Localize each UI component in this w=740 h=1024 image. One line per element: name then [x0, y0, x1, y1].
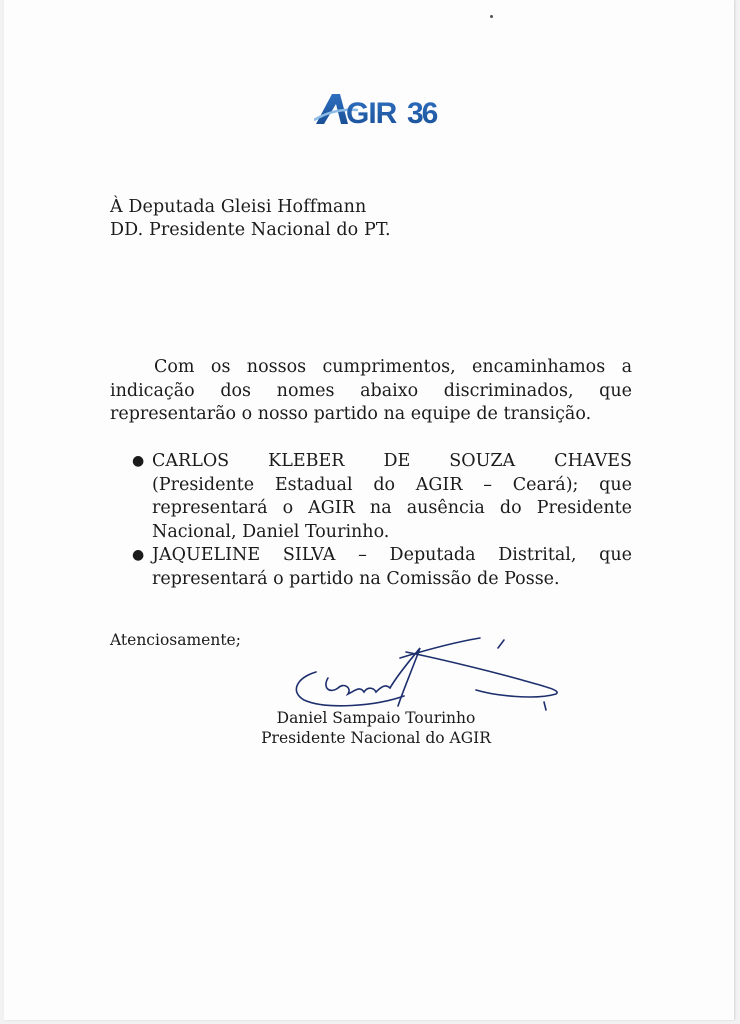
signer-title: Presidente Nacional do AGIR	[261, 729, 491, 747]
letter-page	[4, 0, 734, 1020]
svg-text:GIR: GIR	[346, 97, 397, 130]
svg-text:36: 36	[407, 97, 437, 130]
nominee-description: representará o partido na Comissão de Posse.	[152, 568, 560, 589]
bullet-icon: ●	[132, 453, 145, 469]
nominee-name: CARLOS KLEBER DE SOUZA CHAVES	[152, 451, 632, 471]
paper-speck	[490, 15, 493, 18]
nominee-list	[132, 450, 632, 591]
list-item	[132, 544, 632, 591]
closing-salutation: Atenciosamente;	[110, 631, 241, 649]
list-item	[132, 450, 632, 544]
bullet-icon: ●	[132, 547, 145, 563]
signer-block	[240, 708, 512, 748]
nominee-description: (Presidente Estadual do AGIR – Ceará); que representará o AGIR na ausência do Presidente Nacional, Daniel Tourinho.	[152, 474, 632, 542]
signer-name: Daniel Sampaio Tourinho	[276, 709, 476, 727]
body-paragraph: Com os nossos cumprimentos, encaminhamos a indicação dos nomes abaixo discriminados, que representarão o nosso partido na equipe de transição.	[110, 357, 632, 424]
agir-logo	[314, 88, 449, 130]
recipient-block	[110, 196, 391, 242]
handwritten-signature	[286, 630, 576, 720]
nominee-name: JAQUELINE SILVA – Deputada Distrital, que	[152, 545, 632, 565]
recipient-title: DD. Presidente Nacional do PT.	[110, 220, 391, 240]
recipient-name: À Deputada Gleisi Hoffmann	[110, 197, 367, 217]
